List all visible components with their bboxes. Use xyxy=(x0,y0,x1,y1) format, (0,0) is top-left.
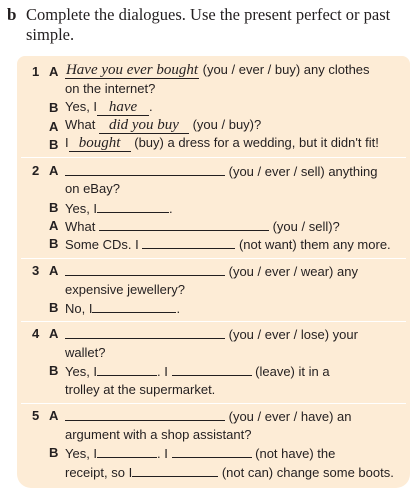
dialogue-line: Yes, I . I (not have) the xyxy=(65,446,336,461)
dialogue-panel xyxy=(17,56,410,488)
answer-blank[interactable]: did you buy xyxy=(99,118,189,134)
dialogue-line: What did you buy (you / buy)? xyxy=(65,117,262,133)
answer-blank[interactable] xyxy=(99,217,269,231)
dialogue-line-cont: on the internet? xyxy=(65,81,156,96)
answer-blank[interactable] xyxy=(97,199,169,213)
item-number: 4 xyxy=(32,326,40,341)
answer-blank[interactable]: Have you ever bought xyxy=(65,62,199,78)
speaker-label: A xyxy=(49,263,59,278)
answer-blank[interactable] xyxy=(172,444,252,458)
dialogue-line-cont: on eBay? xyxy=(65,181,120,196)
answer-blank[interactable] xyxy=(97,444,157,458)
speaker-label: B xyxy=(49,236,59,251)
speaker-label: B xyxy=(49,300,59,315)
speaker-label: A xyxy=(49,119,59,134)
item-number: 3 xyxy=(32,263,40,278)
speaker-label: B xyxy=(49,445,59,460)
speaker-label: B xyxy=(49,200,59,215)
speaker-label: B xyxy=(49,363,59,378)
exercise-instruction: Complete the dialogues. Use the present perfect or past simple. xyxy=(26,5,391,44)
answer-blank[interactable] xyxy=(65,262,225,276)
dialogue-line-cont: wallet? xyxy=(65,345,106,360)
dialogue-line: (you / ever / sell) anything xyxy=(65,162,377,180)
speaker-label: B xyxy=(49,137,59,152)
answer-blank[interactable] xyxy=(142,235,235,249)
exercise-letter: b xyxy=(7,5,17,24)
dialogue-line: What (you / sell)? xyxy=(65,219,340,234)
speaker-label: A xyxy=(49,326,59,341)
answer-blank[interactable] xyxy=(92,299,176,313)
dialogue-line: (you / ever / have) an xyxy=(65,407,351,425)
answer-blank[interactable]: have xyxy=(97,100,149,116)
dialogue-line: Yes, I have . xyxy=(65,99,153,115)
speaker-label: A xyxy=(49,408,59,423)
answer-blank[interactable] xyxy=(65,407,225,421)
answer-blank[interactable] xyxy=(97,362,157,376)
answer-blank[interactable]: bought xyxy=(69,136,131,152)
dialogue-line: (you / ever / wear) any xyxy=(65,262,358,280)
item-number: 1 xyxy=(32,64,40,79)
speaker-label: A xyxy=(49,163,59,178)
speaker-label: A xyxy=(49,64,59,79)
item-divider xyxy=(21,321,406,322)
item-divider xyxy=(21,258,406,259)
dialogue-line: Yes, I . xyxy=(65,201,173,216)
dialogue-line-cont: expensive jewellery? xyxy=(65,282,185,297)
dialogue-line: Yes, I . I (leave) it in a xyxy=(65,364,330,379)
dialogue-line: (you / ever / lose) your xyxy=(65,325,358,343)
dialogue-line-cont: argument with a shop assistant? xyxy=(65,427,252,442)
item-divider xyxy=(21,403,406,404)
item-number: 2 xyxy=(32,163,40,178)
answer-blank[interactable] xyxy=(132,463,218,477)
dialogue-line: No, I . xyxy=(65,301,181,316)
dialogue-line: Some CDs. I (not want) them any more. xyxy=(65,237,391,252)
item-number: 5 xyxy=(32,408,40,423)
item-divider xyxy=(21,157,406,158)
dialogue-line-cont: receipt, so I (not can) change some boots. xyxy=(65,465,394,480)
speaker-label: A xyxy=(49,218,59,233)
dialogue-line: Have you ever bought (you / ever / buy) any clothes xyxy=(65,62,370,78)
dialogue-line: I bought (buy) a dress for a wedding, but it didn't fit! xyxy=(65,135,379,151)
dialogue-line-cont: trolley at the supermarket. xyxy=(65,382,216,397)
answer-blank[interactable] xyxy=(172,362,252,376)
answer-blank[interactable] xyxy=(65,325,225,339)
answer-blank[interactable] xyxy=(65,162,225,176)
speaker-label: B xyxy=(49,100,59,115)
